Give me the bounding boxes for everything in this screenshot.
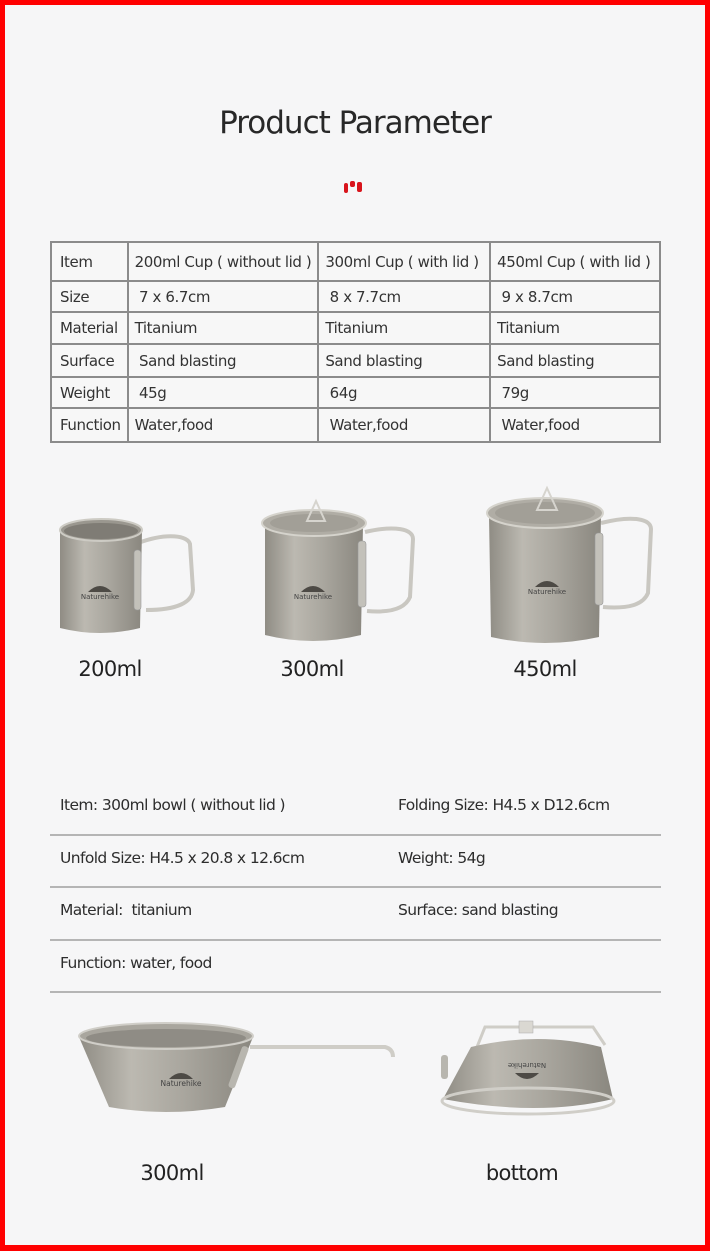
spec-text-right: Folding Size: H4.5 x D12.6cm: [398, 796, 610, 814]
bowl-bottom-image: [433, 1017, 618, 1122]
spec-text-left: Function: water, food: [60, 953, 212, 972]
spec-text-left: Material: titanium: [60, 901, 192, 919]
svg-text:Naturehike: Naturehike: [80, 593, 120, 601]
table-row-label: Function: [51, 408, 128, 442]
table-row: [51, 312, 660, 344]
bowl-caption-bottom: bottom: [485, 1161, 559, 1185]
table-cell: Water,food: [490, 408, 660, 442]
table-cell: 8 x 7.7cm: [318, 281, 490, 312]
table-header-row: [51, 242, 660, 281]
page-title: Product Parameter: [219, 105, 491, 141]
svg-text:Naturehike: Naturehike: [293, 593, 333, 601]
cup-caption-450ml: 450ml: [513, 657, 577, 681]
table-row: [51, 377, 660, 408]
table-cell: Water,food: [318, 408, 490, 442]
table-cell: Titanium: [318, 312, 490, 344]
cup-450ml-image: [483, 483, 658, 648]
table-row-label: Material: [51, 312, 128, 344]
table-cell: Sand blasting: [318, 344, 490, 377]
svg-text:Naturehike: Naturehike: [160, 1079, 202, 1088]
cup-200ml-image: [50, 510, 200, 645]
spec-row: [50, 836, 661, 889]
table-row: [51, 344, 660, 377]
table-row-label: Item: [51, 242, 128, 281]
product-parameter-page: [5, 5, 705, 1245]
table-row-label: Size: [51, 281, 128, 312]
cup-300ml-image: [255, 497, 420, 647]
cup-caption-200ml: 200ml: [78, 657, 142, 681]
table-cell: 300ml Cup ( with lid ): [318, 242, 490, 281]
red-accent-mark: [344, 181, 364, 193]
table-row-label: Surface: [51, 344, 128, 377]
spec-row: [50, 941, 661, 994]
table-cell: 45g: [128, 377, 319, 408]
table-cell: 64g: [318, 377, 490, 408]
bowl-300ml-image: [75, 1017, 400, 1117]
table-cell: 450ml Cup ( with lid ): [490, 242, 660, 281]
table-cell: Sand blasting: [128, 344, 319, 377]
svg-text:Naturehike: Naturehike: [507, 1061, 547, 1069]
spec-text-left: Item: 300ml bowl ( without lid ): [60, 796, 285, 814]
table-cell: Titanium: [128, 312, 319, 344]
table-row-label: Weight: [51, 377, 128, 408]
table-cell: 79g: [490, 377, 660, 408]
spec-row: [50, 888, 661, 941]
table-row: [51, 408, 660, 442]
bowl-spec-list: [50, 783, 661, 993]
table-row: [51, 281, 660, 312]
spec-text-left: Unfold Size: H4.5 x 20.8 x 12.6cm: [60, 848, 305, 867]
parameter-table: [50, 241, 661, 443]
table-cell: Sand blasting: [490, 344, 660, 377]
table-cell: 9 x 8.7cm: [490, 281, 660, 312]
bowl-caption-300ml: 300ml: [140, 1161, 204, 1185]
table-cell: Water,food: [128, 408, 319, 442]
spec-row: [50, 783, 661, 836]
svg-text:Naturehike: Naturehike: [527, 588, 567, 596]
table-cell: Titanium: [490, 312, 660, 344]
spec-text-right: Surface: sand blasting: [398, 901, 558, 919]
table-cell: 7 x 6.7cm: [128, 281, 319, 312]
spec-text-right: Weight: 54g: [398, 848, 486, 867]
table-cell: 200ml Cup ( without lid ): [128, 242, 319, 281]
cup-caption-300ml: 300ml: [280, 657, 344, 681]
